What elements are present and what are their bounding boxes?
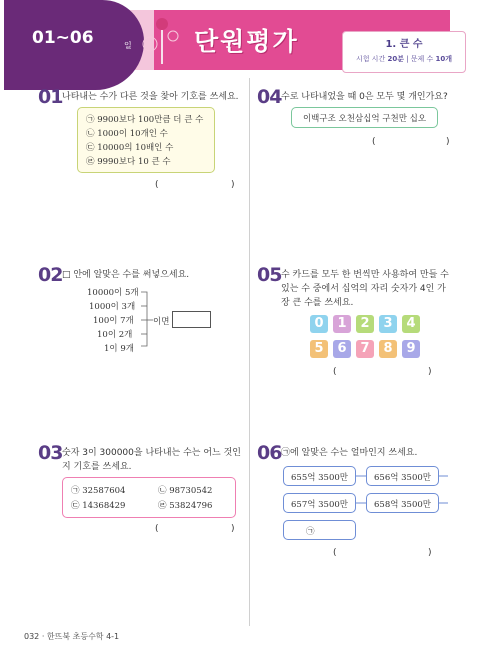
count-value: 10개 <box>435 55 453 63</box>
question-text-4: 수로 나타내었을 때 0은 모두 몇 개인가요? <box>281 92 448 102</box>
option-3a: ㉠ 32587604 <box>71 486 126 496</box>
blank-label: ㉠ <box>306 527 315 537</box>
chain-box-1 <box>283 466 356 486</box>
number-card-6: 6 <box>333 340 351 358</box>
answer-open-3: ( <box>155 524 159 534</box>
count-label: 문제 수 <box>410 55 434 63</box>
number-card-8: 8 <box>379 340 397 358</box>
decoration-icon <box>140 14 184 68</box>
question-text-3: 숫자 3이 300000을 나타내는 수는 어느 것인지 기호를 쓰세요. <box>62 448 241 472</box>
option-3d: ㉣ 53824796 <box>158 501 213 511</box>
options-box-1 <box>77 107 215 173</box>
question-number-5: 05 <box>257 264 282 286</box>
number-card-9: 9 <box>402 340 420 358</box>
number-words-box <box>291 107 438 128</box>
time-value: 20분 <box>387 55 404 63</box>
page-footer: 032 · 한뜨북 초등수학 4-1 <box>24 632 120 641</box>
question-text-5: 수 카드를 모두 한 번씩만 사용하여 만들 수 있는 수 중에서 십억의 자리 숫자가 4인 가장 큰 수를 쓰세요. <box>281 270 449 308</box>
option-3b: ㉡ 98730542 <box>158 486 213 496</box>
answer-box-2[interactable] <box>172 311 211 328</box>
chain-box-3 <box>283 493 356 513</box>
answer-close-4[interactable]: ) <box>446 137 450 147</box>
info-card <box>342 31 466 73</box>
number-words: 이백구조 오천삼십억 구천만 십오 <box>302 114 427 124</box>
chain-value-2: 656억 3500만 <box>374 473 431 483</box>
number-card-0: 0 <box>310 315 328 333</box>
question-number-1: 01 <box>38 86 63 108</box>
question-number-3: 03 <box>38 442 63 464</box>
chain-value-4: 658억 3500만 <box>374 500 431 510</box>
question-text-1: 나타내는 수가 다른 것을 찾아 기호를 쓰세요. <box>62 92 239 102</box>
question-number-6: 06 <box>257 442 282 464</box>
option-1b: ㉡ 1000이 10개인 수 <box>86 129 168 139</box>
if-suffix: 이면 <box>153 317 170 327</box>
day-range: 01~06 <box>32 28 94 48</box>
question-number-2: 02 <box>38 264 63 286</box>
options-box-3 <box>62 477 236 518</box>
answer-open-1: ( <box>155 180 159 190</box>
chain-value-3: 657억 3500만 <box>291 500 348 510</box>
day-range-suffix: 일 <box>124 41 132 50</box>
place-row-5: 1이 9개 <box>104 344 134 354</box>
answer-close-5[interactable]: ) <box>428 367 432 377</box>
answer-close-1[interactable]: ) <box>231 180 235 190</box>
column-divider <box>249 78 250 626</box>
time-label: 시험 시간 <box>355 55 386 63</box>
place-row-4: 10이 2개 <box>97 330 133 340</box>
chain-value-1: 655억 3500만 <box>291 473 348 483</box>
number-card-4: 4 <box>402 315 420 333</box>
option-1a: ㉠ 9900보다 100만큼 더 큰 수 <box>86 115 204 125</box>
page-title: 단원평가 <box>194 27 299 56</box>
answer-close-3[interactable]: ) <box>231 524 235 534</box>
bracket-icon <box>141 286 153 352</box>
option-1d: ㉣ 9990보다 10 큰 수 <box>86 157 171 167</box>
question-text-2: □ 안에 알맞은 수를 써넣으세요. <box>62 270 190 280</box>
number-card-5: 5 <box>310 340 328 358</box>
option-3c: ㉢ 14368429 <box>71 501 126 511</box>
question-number-4: 04 <box>257 86 282 108</box>
number-card-3: 3 <box>379 315 397 333</box>
chain-box-2 <box>366 466 439 486</box>
question-text-6: ㉠에 알맞은 수는 얼마인지 쓰세요. <box>281 448 418 458</box>
answer-open-6: ( <box>333 548 337 558</box>
number-card-1: 1 <box>333 315 351 333</box>
chapter-title: 1. 큰 수 <box>385 39 423 50</box>
header-banner <box>24 10 453 70</box>
number-card-2: 2 <box>356 315 374 333</box>
answer-open-5: ( <box>333 367 337 377</box>
place-row-3: 100이 7개 <box>93 316 134 326</box>
answer-open-4: ( <box>372 137 376 147</box>
chain-box-4 <box>366 493 439 513</box>
option-1c: ㉢ 10000의 10배인 수 <box>86 143 174 153</box>
answer-close-6[interactable]: ) <box>428 548 432 558</box>
blank-box[interactable] <box>283 520 356 540</box>
place-row-1: 10000이 5개 <box>87 288 139 298</box>
place-row-2: 1000이 3개 <box>89 302 136 312</box>
test-info: 시험 시간 20분 | 문제 수 10개 <box>355 55 453 63</box>
number-card-7: 7 <box>356 340 374 358</box>
